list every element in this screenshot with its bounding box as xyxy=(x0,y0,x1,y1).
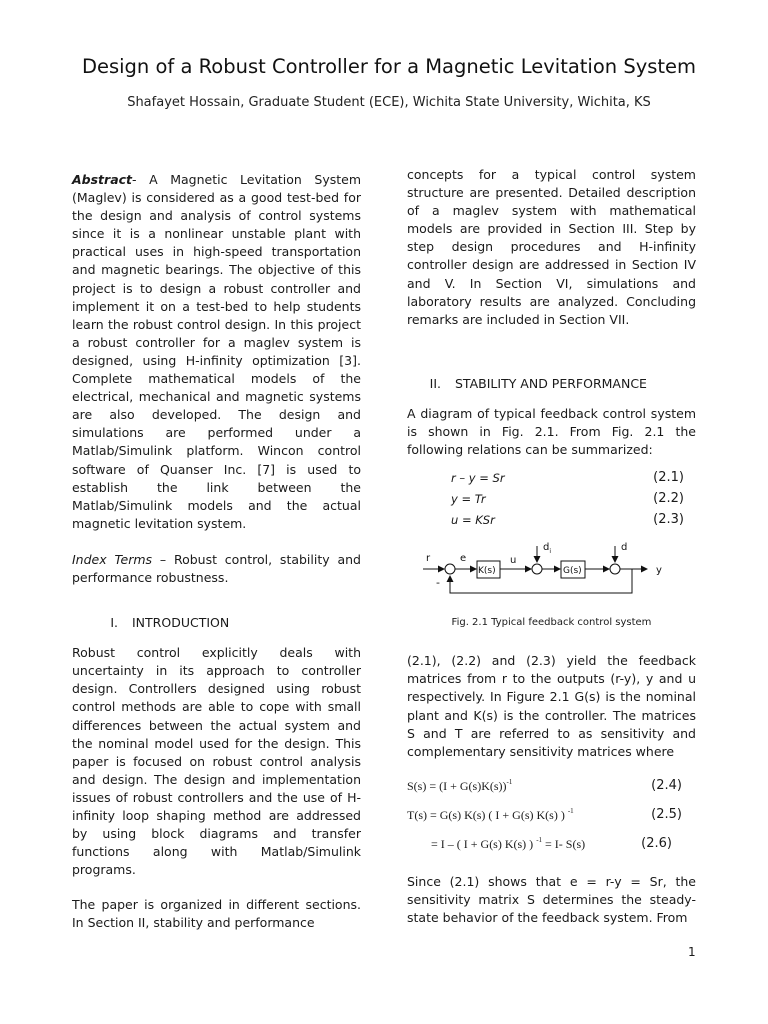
equation-lhs: u = KSr xyxy=(451,513,495,528)
right-intro-paragraph: concepts for a typical control system structure are presented. Detailed description of a maglev system with mathematical models are provided in Section III. Step by step design procedures and H-infinity controller design are addressed in Section IV and V. In Section VI, simulations and laboratory results are analyzed. Concluding remarks are included in Section VII. xyxy=(407,167,696,327)
intro-paragraph-1: Robust control explicitly deals with uncertainty in its approach to controller design. Controllers designed using robust control methods are able to cope with small differences between the actual system and the nominal model used for the design. This paper is focused on robust control analysis and design. The design and implementation issues of robust controllers and the use of H-infinity loop shaping method are addressed by using block diagrams and transfer functions along with Matlab/Simulink programs. xyxy=(72,645,361,878)
equation-body: S(s) = (I + G(s)K(s)) xyxy=(407,778,507,793)
equation-number: (2.3) xyxy=(653,512,684,528)
equation-2-1 xyxy=(407,469,696,490)
output-disturbance-junction xyxy=(610,564,620,574)
label-y: y xyxy=(656,565,662,577)
stability-paragraph-1: A diagram of typical feedback control system is shown in Fig. 2.1. From Fig. 2.1 the following relations can be summarized: xyxy=(407,405,696,458)
equation-body: T(s) = G(s) K(s) ( I + G(s) K(s) ) xyxy=(407,807,565,822)
input-disturbance-junction xyxy=(532,564,542,574)
abstract-lead: Abstract xyxy=(72,172,133,187)
page-number: 1 xyxy=(688,945,696,959)
equation-2-4 xyxy=(407,777,696,799)
index-terms-lead: Index Terms xyxy=(72,551,153,567)
equation-superscript: -1 xyxy=(567,806,574,815)
stability-paragraph-2: (2.1), (2.2) and (2.3) yield the feedback matrices from r to the outputs (r-y), y and u respectively. In Figure 2.1 G(s) is the nominal plant and K(s) is the controller. The matrices S and T are referred to as sensitivity and complementary sensitivity matrices where xyxy=(407,653,696,759)
equation-body: = I – ( I + G(s) K(s) ) xyxy=(431,836,534,851)
equation-2-5 xyxy=(407,806,696,828)
equation-number: (2.1) xyxy=(653,470,684,486)
feedback-block-diagram xyxy=(407,540,696,610)
equation-2-6 xyxy=(407,835,696,857)
label-u: u xyxy=(510,555,517,567)
equation-superscript: -1 xyxy=(536,835,543,844)
section-number: I. xyxy=(110,615,118,631)
label-plant: G(s) xyxy=(563,566,582,577)
section-heading-introduction xyxy=(72,614,361,632)
abstract-paragraph xyxy=(72,171,361,533)
label-di: $d_i$ xyxy=(543,542,552,556)
equation-lhs: r – y = Sr xyxy=(451,471,505,486)
paper-title: Design of a Robust Controller for a Magnetic Levitation System xyxy=(81,55,697,78)
abstract-text: - A Magnetic Levitation System (Maglev) is considered as a good test-bed for the design and analysis of control systems since it is a nonlinear unstable plant with practical uses in high-speed transportation and magnetic bearings. The objective of this project is to design a robust controller and implement it on a test-bed to help students learn the robust control design. In this project a robust controller for a maglev system is designed, using H-infinity optimization [3]. Complete mathematical models of the electrical, mechanical and magnetic systems are also developed. The design and simulations are performed under a Matlab/Simulink platform. Wincon control software of Quanser Inc. [7] is used to establish the link between the Matlab/Simulink models and the actual magnetic levitation system. xyxy=(72,172,361,531)
stability-paragraph-3: Since (2.1) shows that e = r-y = Sr, the sensitivity matrix S determines the steady-state behavior of the feedback system. From xyxy=(407,873,696,925)
intro-paragraph-2: The paper is organized in different sections. In Section II, stability and performance xyxy=(72,897,361,931)
equation-number: (2.4) xyxy=(651,777,682,793)
label-d: d xyxy=(621,542,628,554)
equation-number: (2.2) xyxy=(653,491,684,507)
figure-caption: Fig. 2.1 Typical feedback control system xyxy=(451,617,652,629)
equation-list xyxy=(407,469,696,532)
label-e: e xyxy=(460,553,467,565)
equation-2-3 xyxy=(407,511,696,532)
label-minus: - xyxy=(436,576,440,590)
section-title: INTRODUCTION xyxy=(132,615,230,631)
left-column xyxy=(72,171,361,933)
equation-2-2 xyxy=(407,490,696,511)
equation-number: (2.6) xyxy=(641,835,672,851)
equation-number: (2.5) xyxy=(651,806,682,822)
section-number: II. xyxy=(429,375,441,391)
summing-junction xyxy=(445,564,455,574)
index-terms-text: – Robust control, stability and performance robustness. xyxy=(72,551,361,585)
equation-lhs: y = Tr xyxy=(451,492,486,507)
section-title: STABILITY AND PERFORMANCE xyxy=(455,375,647,391)
equation-body-tail: = I- S(s) xyxy=(542,836,586,851)
index-terms-paragraph xyxy=(72,551,361,587)
right-column xyxy=(407,166,696,927)
label-controller: K(s) xyxy=(478,566,496,577)
section-heading-stability xyxy=(407,375,696,393)
label-r: r xyxy=(426,553,431,565)
paper-authors: Shafayet Hossain, Graduate Student (ECE), Wichita State University, Wichita, KS xyxy=(127,95,651,110)
equation-superscript: -1 xyxy=(506,777,513,786)
